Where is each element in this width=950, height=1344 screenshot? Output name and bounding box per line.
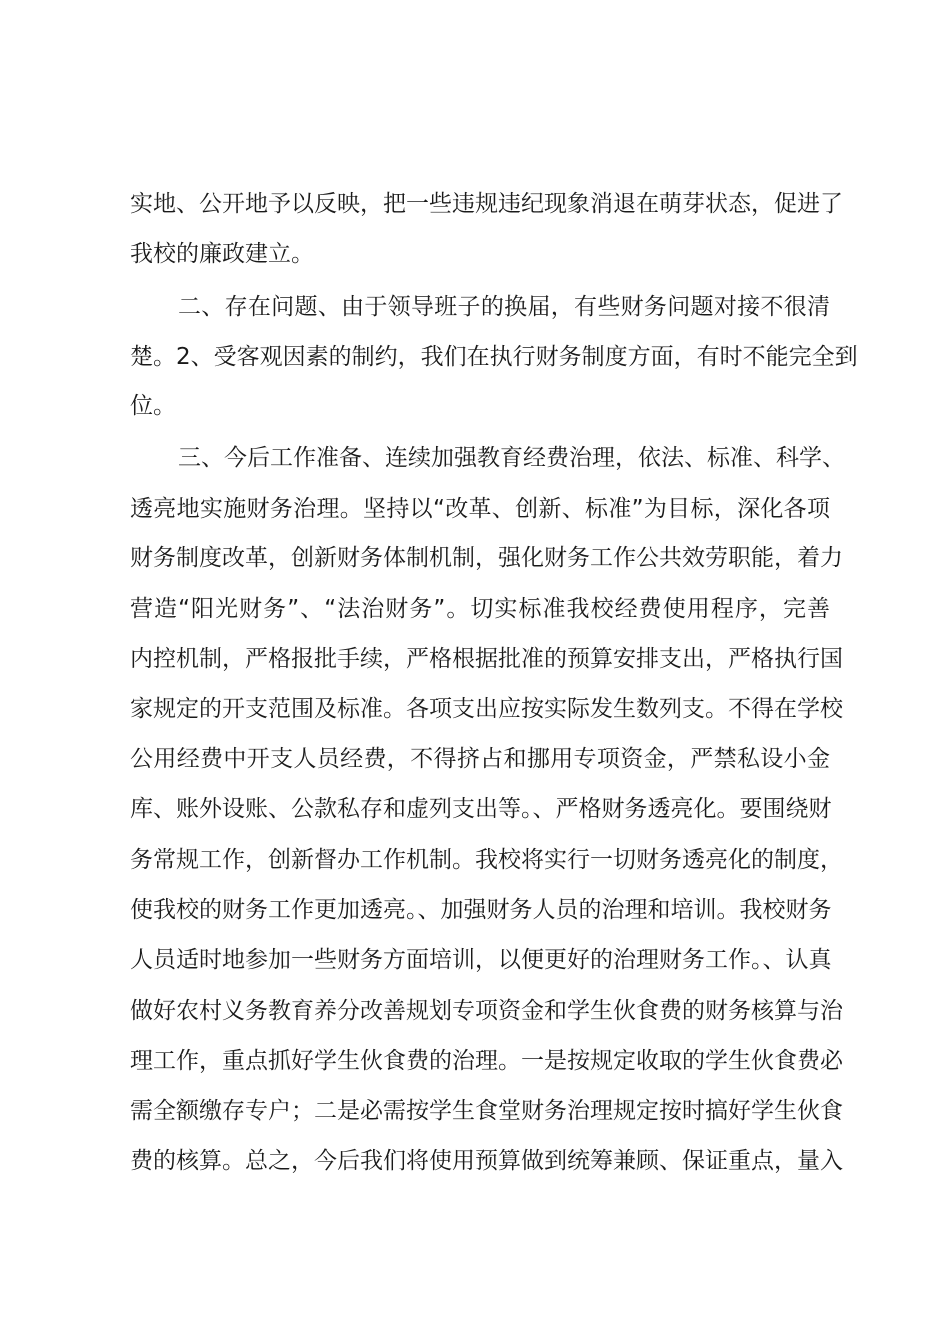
text-line: 楚。2、受客观因素的制约，我们在执行财务制度方面，有时不能完全到: [130, 344, 858, 370]
text-line: 位。: [130, 393, 176, 419]
text-line: 务常规工作，创新督办工作机制。我校将实行一切财务透亮化的制度，: [130, 847, 843, 873]
text-line: 公用经费中开支人员经费，不得挤占和挪用专项资金，严禁私设小金: [130, 746, 830, 772]
text-line: 实地、公开地予以反映，把一些违规违纪现象消退在萌芽状态，促进了: [130, 191, 843, 217]
text-line: 使我校的财务工作更加透亮。、加强财务人员的治理和培训。我校财务: [130, 897, 832, 923]
text-line: 费的核算。总之，今后我们将使用预算做到统筹兼顾、保证重点，量入: [130, 1148, 843, 1174]
text-line: 财务制度改革，创新财务体制机制，强化财务工作公共效劳职能，着力: [130, 545, 843, 571]
text-line: 二、存在问题、由于领导班子的换届，有些财务问题对接不很清: [178, 294, 830, 320]
text-line: 库、账外设账、公款私存和虚列支出等。、严格财务透亮化。要围绕财: [130, 796, 832, 822]
text-line: 内控机制，严格报批手续，严格根据批准的预算安排支出，严格执行国: [130, 646, 843, 672]
text-line: 透亮地实施财务治理。坚持以“改革、创新、标准”为目标，深化各项: [130, 496, 830, 522]
text-line: 我校的廉政建立。: [130, 241, 314, 267]
text-line: 营造“阳光财务”、“法治财务”。切实标准我校经费使用程序，完善: [130, 596, 830, 622]
text-line: 三、今后工作准备、连续加强教育经费治理，依法、标准、科学、: [178, 445, 845, 471]
text-line: 人员适时地参加一些财务方面培训，以便更好的治理财务工作。、认真: [130, 947, 832, 973]
text-line: 理工作，重点抓好学生伙食费的治理。一是按规定收取的学生伙食费必: [130, 1048, 843, 1074]
text-line: 家规定的开支范围及标准。各项支出应按实际发生数列支。不得在学校: [130, 696, 843, 722]
text-line: 需全额缴存专户；二是必需按学生食堂财务治理规定按时搞好学生伙食: [130, 1098, 843, 1124]
text-line: 做好农村义务教育养分改善规划专项资金和学生伙食费的财务核算与治: [130, 998, 843, 1024]
